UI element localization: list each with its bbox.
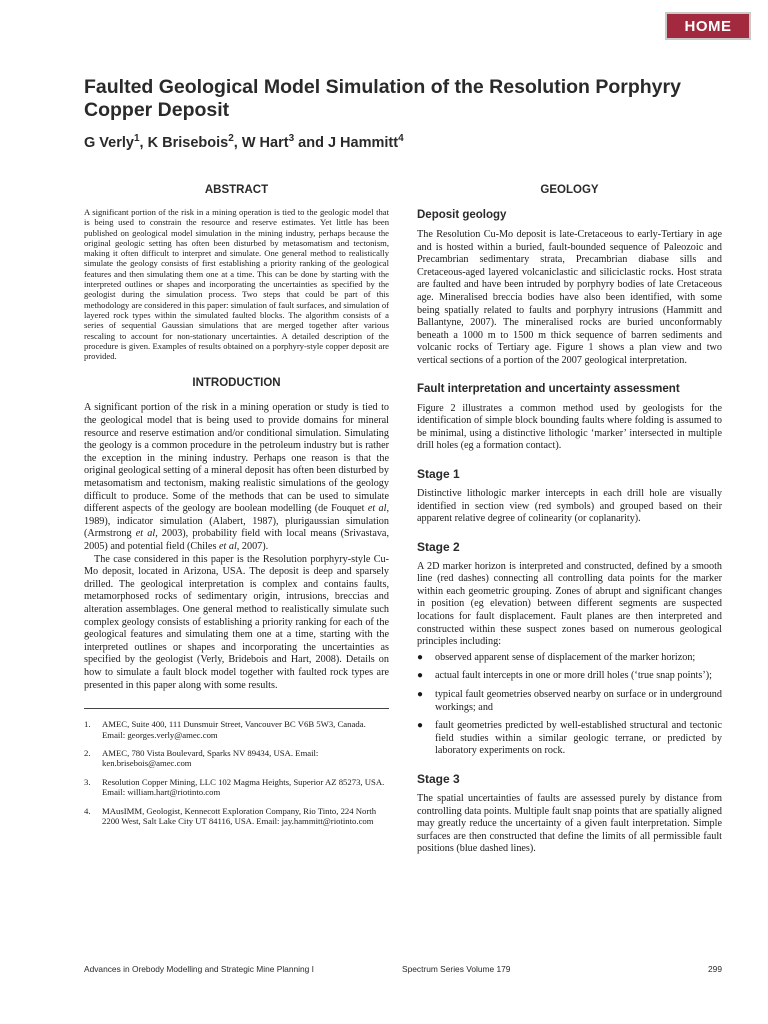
author-affiliation-marker: 4	[398, 133, 404, 144]
author-name: G Verly	[84, 134, 134, 151]
introduction-paragraph-1: A significant portion of the risk in a mining operation or study is tied to the geological model that is being used to provide domains for mineral resource and reserve estimation and/or conditional simulation. Simulating the geology is a common procedure in the petroleum industry but is rather the exception in the mining industry. Perhaps one reason is that the original geological setting of a mineral deposit has often been disturbed by metasomatism and tectonism, making realistic simulations of the geology difficult to produce. Some of the methods that can be used to simulate different aspects of the geology are boolean modelling (de Fouquet et al, 1989), indicator simulation (Alabert, 1987), plurigaussian simulation (Armstrong et al, 2003), probability field with local means (Srivastava, 2005) and potential field (Chiles et al, 2007).	[84, 402, 389, 552]
author-affiliation-marker: 2	[228, 133, 234, 144]
introduction-heading: INTRODUCTION	[192, 377, 281, 390]
author-list	[84, 133, 684, 151]
footnote-item: 4. MAusIMM, Geologist, Kennecott Exploration Company, Rio Tinto, 224 North 2200 West, Salt Lake City UT 84116, USA. Email: jay.hammitt@riotinto.com	[84, 805, 377, 826]
fault-interpretation-text: Figure 2 illustrates a common method used by geologists for the identification of simple block bounding faults where folding is assumed to be minimal, using a distinctive lithologic ‘marker’ intersected in multiple drill holes (eg a formation contact).	[417, 402, 722, 452]
footer-publication: Advances in Orebody Modelling and Strategic Mine Planning I	[84, 964, 314, 974]
author-name: J Hammitt	[327, 134, 399, 151]
author-name: W Hart	[241, 134, 289, 151]
footnote-list	[84, 719, 389, 826]
footnote-item: 2. AMEC, 780 Vista Boulevard, Sparks NV 89434, USA. Email: ken.brisebois@amec.com	[84, 747, 319, 769]
fault-interpretation-heading: Fault interpretation and uncertainty assessment	[417, 382, 680, 395]
bullet-item: ● observed apparent sense of displacement of the marker horizon;	[417, 651, 696, 663]
abstract-heading: ABSTRACT	[204, 184, 269, 196]
stage-2-text: A 2D marker horizon is interpreted and constructed, defined by a smooth line (red dashes) connecting all controlling data points for the marker within each geometric grouping. Zones of abrupt and significant changes in position (eg elevation) between different segments are suspected locations for fault displacement. Fault planes are then interpreted and constructed within these suspect zones based on numerous geological principles including:	[417, 560, 722, 648]
author-affiliation-marker: 1	[133, 133, 140, 144]
deposit-geology-heading: Deposit geology	[417, 209, 507, 221]
author-separator: ,	[139, 134, 148, 151]
author-separator: and	[294, 134, 328, 151]
author-separator: ,	[233, 134, 242, 151]
stage-1-text: Distinctive lithologic marker intercepts in each drill hole are visually identified in section view (red symbols) and grouped based on their apparent relative degree of colinearity (or coplanarity).	[417, 487, 722, 525]
footnote-item: 1. AMEC, Suite 400, 111 Dunsmuir Street, Vancouver BC V6B 5W3, Canada. Email: georges.verly@amec.com	[84, 719, 366, 740]
stage-2-bullet-list	[417, 652, 722, 758]
author-affiliation-marker: 3	[288, 133, 295, 144]
stage-3-heading: Stage 3	[417, 772, 460, 786]
deposit-geology-text: The Resolution Cu-Mo deposit is late-Cretaceous to early-Tertiary in age and is hosted within a buried, fault-bounded sequence of Paleozoic and Precambrian sedimentary strata, Precambrian diabase sills and Cretaceous-aged layered volcaniclastic and siliciclastic rocks. Host strata are faulted and have been intruded by porphyry bodies of late Cretaceous age. Mineralised breccia bodies have also been identified, with some being spatially related to faults and porphyry intrusions (Hammitt and Ballantyne, 2007). The mineralised rocks are buried unconformably beneath a 1000 m to 1500 m thick sequence of barren sediments and volcanic rocks of Tertiary age. Figure 1 shows a plan view and two vertical sections of a portion of the 2007 geological interpretation.	[417, 229, 722, 366]
stage-1-heading: Stage 1	[417, 466, 460, 481]
bullet-item: ● actual fault intercepts in one or more drill holes (‘true snap points’);	[417, 670, 712, 682]
page-footer	[84, 964, 722, 978]
page-number: 299	[708, 964, 722, 974]
bullet-item: ● typical fault geometries observed nearby on surface or in underground workings; and	[417, 689, 722, 713]
paper-title: Faulted Geological Model Simulation of the Resolution Porphyry Copper Deposit	[84, 76, 681, 121]
geology-heading: GEOLOGY	[540, 184, 599, 196]
bullet-item: ● fault geometries predicted by well-established structural and tectonic field studies within a similar geologic terrane, or predicted by laboratory experiments on rock.	[417, 720, 722, 757]
author-name: K Brisebois	[147, 134, 229, 151]
introduction-paragraph-2: The case considered in this paper is the Resolution porphyry-style Cu-Mo deposit, located in Arizona, USA. The deposit is deep and sparsely drilled. The geological interpretation is complex and contains faults, metamorphosed rocks of sedimentary origin, intrusions, breccias and alteration assemblages. One general method to realistically simulate such complex geology consists of establishing a priority ranking for each of the geological features and simulating them one at a time, starting with the interpreted outlines or shapes and incorporating the uncertainties as specified by the geologist (Verly, Bridebois and Hart, 2008). Details on how to simulate a fault block model together with faulted rock types are presented in this paper along with some results.	[84, 553, 389, 691]
footer-series: Spectrum Series Volume 179	[402, 964, 511, 974]
home-button[interactable]: HOME	[665, 12, 751, 40]
left-column	[84, 184, 389, 834]
footnote-item: 3. Resolution Copper Mining, LLC 102 Magma Heights, Superior AZ 85273, USA. Email: william.hart@riotinto.com	[84, 776, 385, 798]
stage-3-text: The spatial uncertainties of faults are assessed purely by distance from controlling data points. Multiple fault snap points that are spatially aligned may greatly reduce the uncertainty of a given fault interpretation. Simple surfaces are then constructed that define the limits of all permissible fault positions (blue dashed lines).	[417, 793, 722, 855]
stage-2-heading: Stage 2	[417, 539, 460, 554]
right-column	[417, 184, 722, 856]
abstract-text: A significant portion of the risk in a mining operation is tied to the geologic model that is being used to constrain the resource and reserve estimates. Yet little has been published on geological model simulation in the mining industry, perhaps because the original geologic setting has often been disturbed by metasomatism and tectonism, making it often difficult to interpret and simulate. One general method to realistically simulate the geology consists of first establishing a priority ranking of the geological features and then simulating them one at a time. This can be done by starting with the interpreted outlines or shapes and incorporating the uncertainties as specified by the geologist during the simulation process. Two steps that could be part of this methodology are considered in this paper: simulation of fault surfaces, and simulation of layered rock types within the simulated faulted blocks. The algorithm consists of a series of sequential Gaussian simulations that are merged together after various rescaling to account for non-stationary uncertainties. A detailed description of the procedure is given. Examples of results obtained on a porphyry-style copper deposit are provided.	[84, 207, 389, 362]
